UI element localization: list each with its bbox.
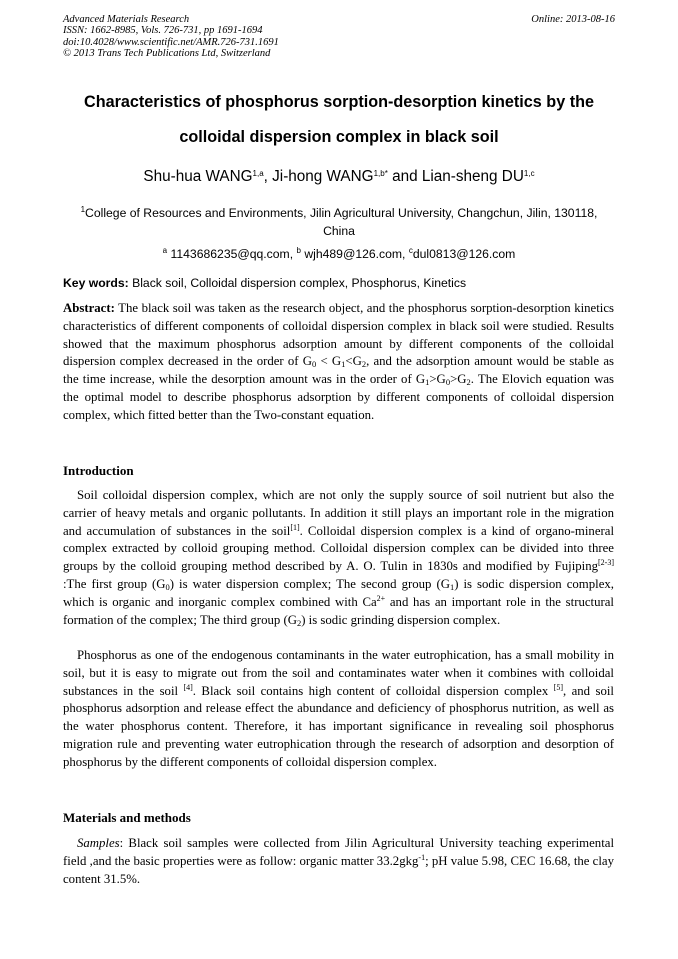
text-run: >G [450, 372, 467, 387]
author-affiliation-mark: 1,a [252, 169, 264, 178]
subscript: 1 [449, 581, 455, 592]
author-separator: , [263, 168, 273, 185]
author-name: Lian-sheng DU [421, 168, 524, 185]
keywords [63, 276, 623, 290]
email-address[interactable]: dul0813@126.com [412, 247, 516, 261]
email-address[interactable]: 1143686235@qq.com, [167, 247, 297, 261]
keywords-label: Key words: [63, 276, 129, 290]
paper-title-line-1: Characteristics of phosphorus sorption-desorption kinetics by the [84, 93, 594, 111]
subscript: 0 [165, 581, 170, 592]
text-run: :The first group (G [63, 576, 166, 591]
samples-label: Samples [77, 836, 120, 850]
text-run: and has an important role in the structural formation of the complex; The third group (G [63, 594, 614, 627]
keywords-text: Black soil, Colloidal dispersion complex, Phosphorus, Kinetics [128, 276, 467, 290]
text-run: Phosphorus as one of the endogenous contaminants in the water eutrophication, has a small mobility in soil, but it is easy to migrate out from the soil and contaminates water when it combines with colloidal substances in the soil [63, 648, 614, 698]
intro-paragraph-2 [63, 647, 614, 772]
citation[interactable]: [4] [183, 682, 193, 692]
abstract-label: Abstract: [63, 301, 115, 315]
intro-paragraph-1 [63, 487, 614, 629]
email-mark: c [408, 246, 413, 255]
email-address[interactable]: wjh489@126.com, [300, 247, 409, 261]
superscript: -1 [418, 852, 426, 862]
journal-name: Advanced Materials Research [63, 14, 190, 25]
section-heading-methods: Materials and methods [63, 810, 191, 825]
author-affiliation-mark: 1,b* [373, 169, 388, 178]
subscript: 0 [445, 377, 451, 388]
text-run: <G [345, 354, 362, 369]
text-run: . Colloidal dispersion complex is a kind of organo-mineral complex extracted by colloid grouping method. Colloidal dispersion complex can be divided into three groups by the colloid grouping method described by A. O. Tulin in 1830s and modified by Fujiping [63, 523, 614, 574]
affiliation [68, 204, 610, 240]
email-mark: b [296, 246, 301, 255]
author-emails [40, 247, 638, 261]
subscript: 2 [361, 359, 367, 370]
text-run: , and the adsorption amount would be stable as the time increase, while the desorption amount was in the order of G [63, 354, 614, 387]
text-run: ) is sodic grinding dispersion complex. [301, 612, 501, 627]
affiliation-text: College of Resources and Environments, Jilin Agricultural University, Changchun, Jilin, 130118, China [85, 206, 598, 238]
issn-line: ISSN: 1662-8985, Vols. 726-731, pp 1691-1694 [63, 25, 263, 37]
online-date: Online: 2013-08-16 [531, 14, 615, 25]
author-name: Shu-hua WANG [143, 168, 253, 185]
citation[interactable]: [2-3] [598, 558, 614, 568]
subscript: 1 [425, 377, 430, 388]
citation[interactable]: [1] [290, 522, 300, 532]
subscript: 2 [296, 617, 302, 628]
section-heading-introduction: Introduction [63, 463, 134, 478]
paper-title-line-2: colloidal dispersion complex in black soil [179, 128, 499, 146]
subscript: 2 [466, 377, 471, 388]
subscript: 0 [312, 359, 317, 370]
text-run: : Black soil samples were collected from Jilin Agricultural University teaching experimental field ,and the basic properties were as follow: organic matter 33.2gkg [63, 836, 614, 868]
superscript: 2+ [376, 593, 386, 603]
doi-line[interactable]: doi:10.4028/www.scientific.net/AMR.726-731.1691 [63, 36, 279, 48]
author-name: Ji-hong WANG [272, 168, 374, 185]
text-run: ) is sodic dispersion complex, which is organic and inorganic complex combined with Ca [63, 576, 614, 609]
citation[interactable]: [5] [553, 682, 563, 692]
copyright-line: © 2013 Trans Tech Publications Ltd, Switzerland [63, 48, 271, 60]
text-run: < G [316, 354, 342, 369]
journal-header [63, 14, 279, 60]
email-mark: a [162, 246, 168, 255]
text-run: . Black soil contains high content of colloidal dispersion complex [192, 683, 554, 698]
methods-paragraph-samples [63, 835, 614, 888]
subscript: 1 [341, 359, 346, 370]
text-run: >G [429, 372, 446, 387]
text-run: Soil colloidal dispersion complex, which are not only the supply source of soil nutrient but also the carrier of heavy metals and organic pollutants. In addition it still plays an important role in the migration and accumulation of substances in the soil [63, 488, 614, 538]
author-affiliation-mark: 1,c [523, 169, 535, 178]
text-run: , and soil phosphorus adsorption and release effect the abundance and deficiency of phosphorus nutrition, as well as the water phosphorus content. Therefore, it has important significance in revealing soil phosphorus migration rule and preventing water eutrophication through the research of adsorption and desorption of phosphorus by the different components of colloidal dispersion complex. [63, 683, 614, 769]
text-run: The black soil was taken as the research object, and the phosphorus sorption-desorption kinetics characteristics of different components of colloidal dispersion complex in black soil were studied. Results showed that the maximum phosphorus adsorption amount by different components of the colloidal dispersion complex decreased in the order of G [63, 301, 614, 369]
text-run: ) is water dispersion complex; The second group (G [169, 576, 450, 591]
affiliation-mark: 1 [80, 205, 86, 214]
text-run: ; pH value 5.98, CEC 16.68, the clay content 31.5%. [63, 853, 614, 886]
text-run: . The Elovich equation was the optimal model to describe phosphorus adsorption by different components of colloidal dispersion complex, which fitted better than the Two-constant equation. [63, 372, 614, 422]
abstract-paragraph [63, 300, 614, 425]
author-separator: and [387, 168, 422, 185]
author-list [40, 168, 638, 186]
